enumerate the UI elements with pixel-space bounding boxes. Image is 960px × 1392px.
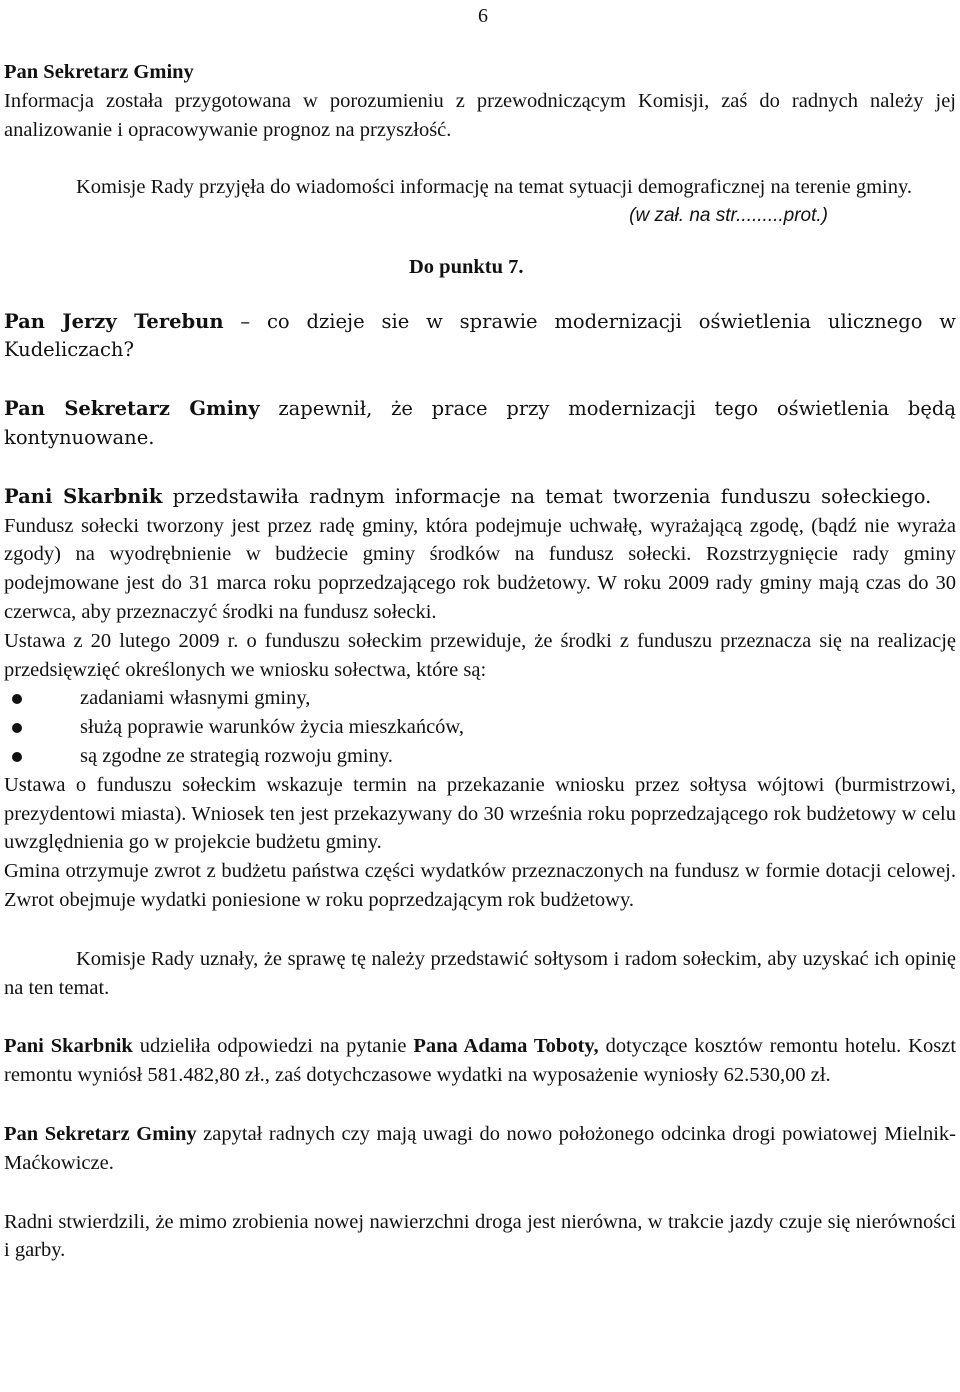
paragraph-radni-droga: Radni stwierdzili, że mimo zrobienia nowej nawierzchni droga jest nierówna, w trakcie jazdy czuje się nierówności i garby. [4, 1210, 956, 1262]
paragraph-text: zapewnił, że prace przy modernizacji tego oświetlenia będą kontynuowane. [4, 397, 956, 449]
speaker-name: Pani Skarbnik [4, 1035, 133, 1058]
paragraph-sekretarz-droga [4, 1120, 956, 1178]
paragraph-fundusz-details: Fundusz sołecki tworzony jest przez radę gminy, która podejmuje uchwałę, wyrażającą zgodę, (bądź nie wyraża zgody) na wyodrębnienie w budżecie gminy środków na fundusz sołecki. Rozstrzygnięcie rady gminy podejmowane jest do 31 marca roku poprzedzającego rok budżetowy. W roku 2009 rady gminy mają czas do 30 czerwca, aby przeznaczyć środki na fundusz sołecki. [4, 514, 956, 623]
paragraph-komisje-demografia: Komisje Rady przyjęła do wiadomości informację na temat sytuacji demograficznej na terenie gminy. [76, 176, 913, 199]
speaker-name: Pan Sekretarz Gminy [4, 397, 260, 421]
paragraph-komisje-opinia: Komisje Rady uznały, że sprawę tę należy przedstawić sołtysom i radom sołeckim, aby uzyskać ich opinię na ten temat. [4, 947, 956, 999]
paragraph-skarbnik-fundusz [4, 483, 956, 512]
speaker-name: Pan Jerzy Terebun [4, 309, 224, 333]
speaker-name: Pani Skarbnik [4, 484, 163, 508]
bullet-list [4, 684, 956, 770]
paragraph-zwrot: Gmina otrzymuje zwrot z budżetu państwa części wydatków przeznaczonych na fundusz w formie dotacji celowej. Zwrot obejmuje wydatki poniesione w roku poprzedzającym rok budżetowy. [4, 860, 956, 911]
paragraph-text: Informacja została przygotowana w porozumieniu z przewodniczącym Komisji, zaś do radnych należy jej analizowanie i opracowywanie prognoz na przyszłość. [4, 89, 956, 141]
paragraph-skarbnik-hotel [4, 1032, 956, 1090]
paragraph-text: zapytał radnych czy mają uwagi do nowo położonego odcinka drogi powiatowej Mielnik-Maćkowicze. [4, 1122, 956, 1174]
list-item: zadaniami własnymi gminy, [4, 684, 956, 713]
paragraph-ustawa: Ustawa z 20 lutego 2009 r. o funduszu sołeckim przewiduje, że środki z funduszu przeznacza się na realizację przedsięwzięć określonych we wniosku sołectwa, które są: [4, 629, 956, 681]
speaker-name: Pan Sekretarz Gminy [4, 61, 194, 83]
paragraph-sekretarz-info [4, 58, 956, 144]
paragraph-text: – co dzieje sie w sprawie modernizacji oświetlenia ulicznego w Kudeliczach? [4, 309, 956, 362]
paragraph-termin: Ustawa o funduszu sołeckim wskazuje termin na przekazanie wniosku przez sołtysa wójtowi (burmistrzowi, prezydentowi miasta). Wniosek ten jest przekazywany do 30 września roku poprzedzającego rok budżetowy w celu uwzględnienia go w projekcie budżetu gminy. [4, 773, 956, 854]
document-page [4, 0, 956, 1265]
paragraph-sekretarz-answer [4, 395, 956, 453]
page-number: 6 [478, 5, 488, 27]
paragraph-text: dotyczące kosztów remontu hotelu. Koszt remontu wyniósł 581.482,80 zł., zaś dotychczasowe wydatki na wyposażenie wyniosły 62.530,00 zł. [4, 1035, 957, 1087]
speaker-name: Pana Adama Toboty, [413, 1035, 599, 1058]
paragraph-text: przedstawiła radnym informacje na temat tworzenia funduszu sołeckiego. [162, 484, 932, 508]
attachment-reference: (w zał. na str.........prot.) [629, 204, 828, 226]
list-item: służą poprawie warunków życia mieszkańców, [4, 713, 956, 742]
list-item: są zgodne ze strategią rozwoju gminy. [4, 742, 956, 771]
paragraph-text: udzieliła odpowiedzi na pytanie [132, 1035, 414, 1058]
paragraph-terebun-question [4, 308, 956, 366]
section-heading: Do punktu 7. [409, 255, 524, 278]
speaker-name: Pan Sekretarz Gminy [4, 1122, 197, 1145]
